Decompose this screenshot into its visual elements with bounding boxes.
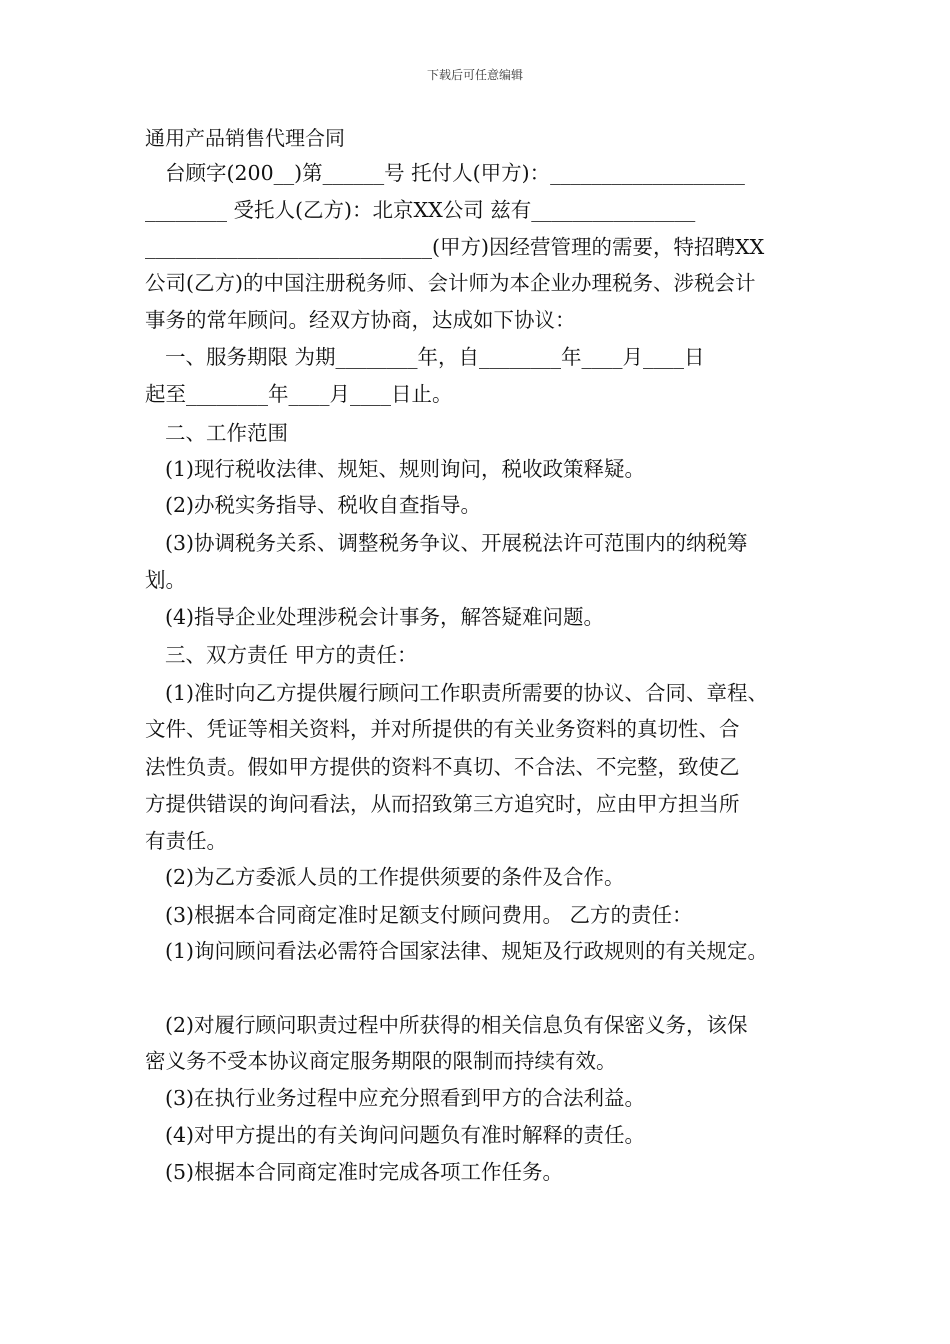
intro-paragraph-line: 公司(乙方)的中国注册税务师、会计师为本企业办理税务、涉税会计 xyxy=(145,271,756,295)
list-item: (2)为乙方委派人员的工作提供须要的条件及合作。 xyxy=(165,865,625,889)
section-service-term: 一、服务期限 为期________年，自________年____月____日 xyxy=(165,345,705,369)
list-item: (1)询问顾问看法必需符合国家法律、规矩及行政规则的有关规定。 xyxy=(165,939,769,963)
list-item-continuation: 方提供错误的询问看法，从而招致第三方追究时，应由甲方担当所 xyxy=(145,792,740,816)
list-item-continuation: 密义务不受本协议商定服务期限的限制而持续有效。 xyxy=(145,1049,617,1073)
list-item-continuation: 法性负责。假如甲方提供的资料不真切、不合法、不完整，致使乙 xyxy=(145,755,740,779)
list-item: (1)准时向乙方提供履行顾问工作职责所需要的协议、合同、章程、 xyxy=(165,681,769,705)
list-item: (2)办税实务指导、税收自查指导。 xyxy=(165,493,482,517)
intro-paragraph-line: ____________________________(甲方)因经营管理的需要，特招聘XX xyxy=(145,235,765,259)
service-term-line: 起至________年____月____日止。 xyxy=(145,382,453,406)
list-item: (4)指导企业处理涉税会计事务，解答疑难问题。 xyxy=(165,605,605,629)
trustee-line: ________ 受托人(乙方)：北京XX公司 兹有________________ xyxy=(145,198,696,222)
intro-paragraph-line: 事务的常年顾问。经双方协商，达成如下协议： xyxy=(145,308,576,332)
document-title: 通用产品销售代理合同 xyxy=(145,126,345,150)
list-item: (1)现行税收法律、规矩、规则询问，税收政策释疑。 xyxy=(165,457,646,481)
list-item: (3)协调税务关系、调整税务争议、开展税法许可范围内的纳税筹 xyxy=(165,531,748,555)
list-item: (2)对履行顾问职责过程中所获得的相关信息负有保密义务，该保 xyxy=(165,1013,748,1037)
list-item-continuation: 划。 xyxy=(145,568,186,592)
section-responsibilities: 三、双方责任 甲方的责任： xyxy=(165,643,418,667)
list-item-continuation: 有责任。 xyxy=(145,829,227,853)
list-item-continuation: 文件、凭证等相关资料，并对所提供的有关业务资料的真切性、合 xyxy=(145,717,740,741)
list-item: (5)根据本合同商定准时完成各项工作任务。 xyxy=(165,1160,564,1184)
list-item: (3)在执行业务过程中应充分照看到甲方的合法利益。 xyxy=(165,1086,646,1110)
section-work-scope: 二、工作范围 xyxy=(165,421,288,445)
contract-number-line: 台顾字(200__)第______号 托付人(甲方)：___________________ xyxy=(165,161,745,185)
page-header-watermark: 下载后可任意编辑 xyxy=(426,68,523,82)
list-item: (4)对甲方提出的有关询问问题负有准时解释的责任。 xyxy=(165,1123,646,1147)
list-item: (3)根据本合同商定准时足额支付顾问费用。 乙方的责任： xyxy=(165,903,693,927)
